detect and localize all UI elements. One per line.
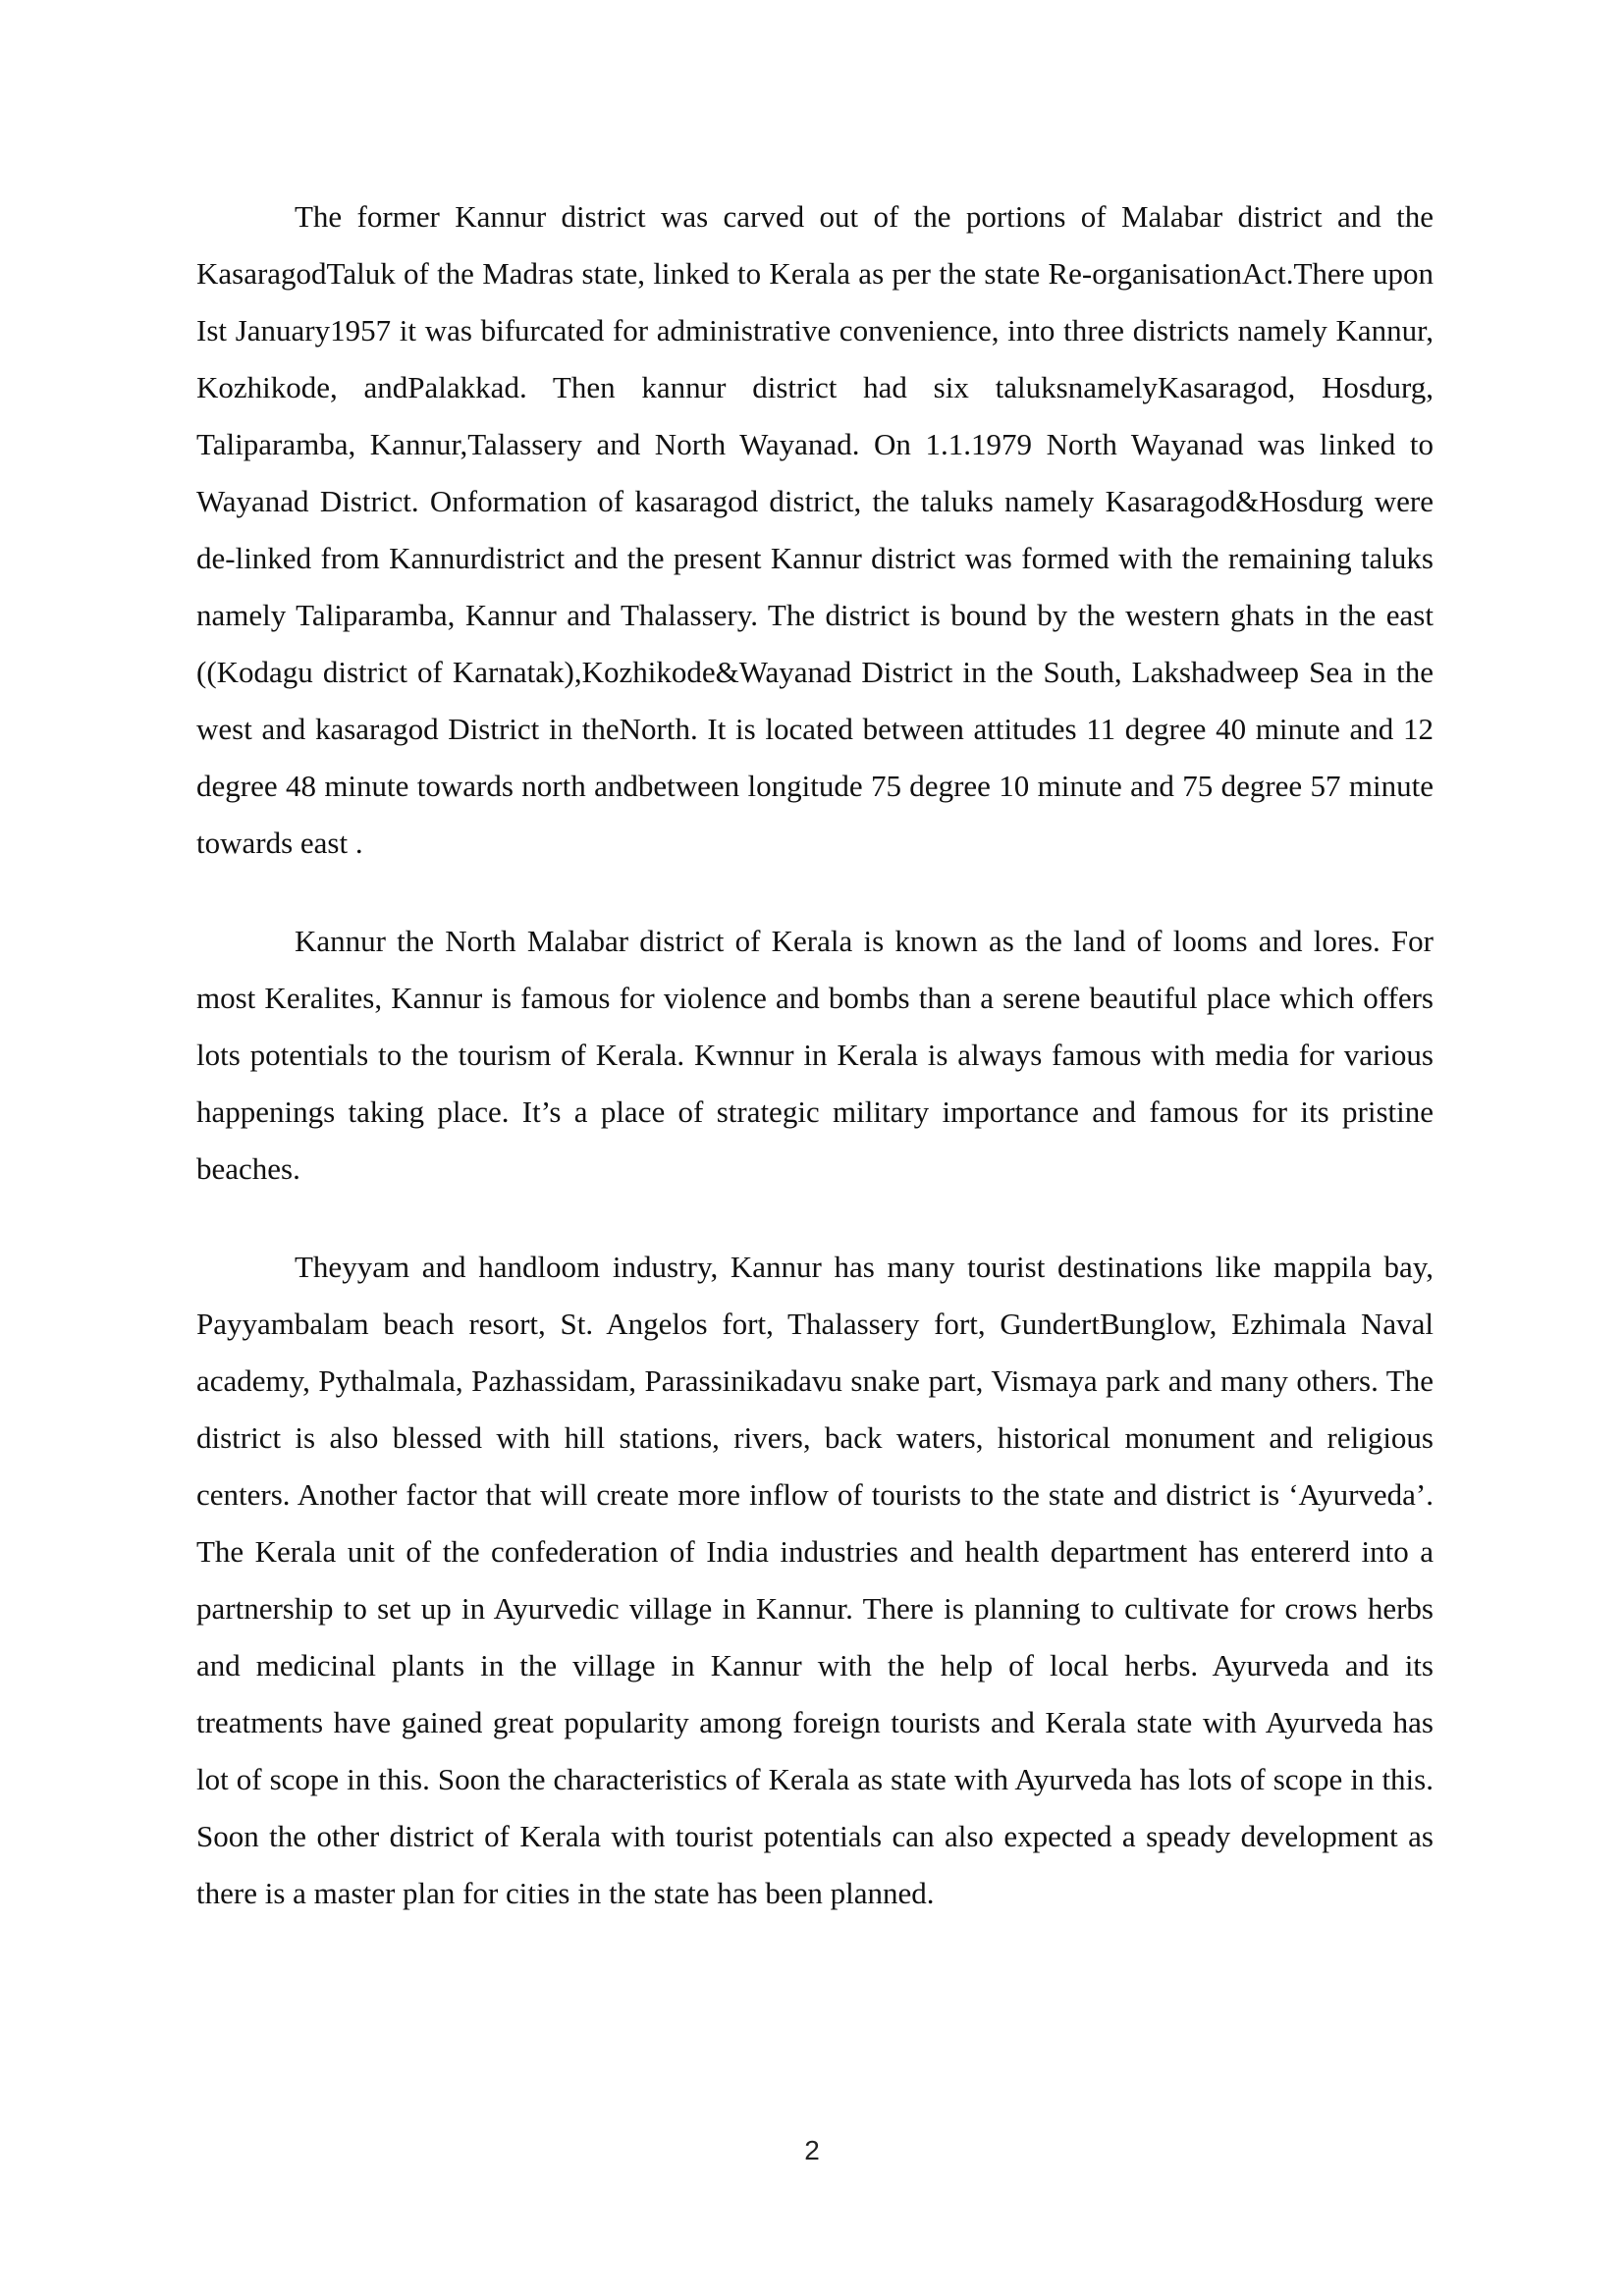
page-number: 2 — [804, 2135, 820, 2165]
paragraph-district-history: The former Kannur district was carved out of the portions of Malabar district and the KasaragodTaluk of the Madras state, linked to Kerala as per the state Re-organisationAct.There upon Ist January1957 it was bifurcated for administrative convenience, into three districts namely Kannur, Kozhikode, andPalakkad. Then kannur district had six taluksnamelyKasaragod, Hosdurg, Taliparamba, Kannur,Talassery and North Wayanad. On 1.1.1979 North Wayanad was linked to Wayanad District. Onformation of kasaragod district, the taluks namely Kasaragod&Hosdurg were de-linked from Kannurdistrict and the present Kannur district was formed with the remaining taluks namely Taliparamba, Kannur and Thalassery. The district is bound by the western ghats in the east ((Kodagu district of Karnatak),Kozhikode&Wayanad District in the South, Lakshadweep Sea in the west and kasaragod District in theNorth. It is located between attitudes 11 degree 40 minute and 12 degree 48 minute towards north andbetween longitude 75 degree 10 minute and 75 degree 57 minute towards east . — [196, 199, 1434, 860]
document-body — [196, 188, 1434, 1963]
paragraph-kannur-overview: Kannur the North Malabar district of Kerala is known as the land of looms and lores. For most Keralites, Kannur is famous for violence and bombs than a serene beautiful place which offers lots potentials to the tourism of Kerala. Kwnnur in Kerala is always famous with media for various happenings taking place. It’s a place of strategic military importance and famous for its pristine beaches. — [196, 924, 1434, 1186]
paragraph-tourism-ayurveda: Theyyam and handloom industry, Kannur has many tourist destinations like mappila bay, Payyambalam beach resort, St. Angelos fort, Thalassery fort, GundertBunglow, Ezhimala Naval academy, Pythalmala, Pazhassidam, Parassinikadavu snake part, Vismaya park and many others. The district is also blessed with hill stations, rivers, back waters, historical monument and religious centers. Another factor that will create more inflow of tourists to the state and district is ‘Ayurveda’. The Kerala unit of the confederation of India industries and health department has entererd into a partnership to set up in Ayurvedic village in Kannur. There is planning to cultivate for crows herbs and medicinal plants in the village in Kannur with the help of local herbs. Ayurveda and its treatments have gained great popularity among foreign tourists and Kerala state with Ayurveda has lot of scope in this. Soon the characteristics of Kerala as state with Ayurveda has lots of scope in this. Soon the other district of Kerala with tourist potentials can also expected a speady development as there is a master plan for cities in the state has been planned. — [196, 1250, 1434, 1910]
